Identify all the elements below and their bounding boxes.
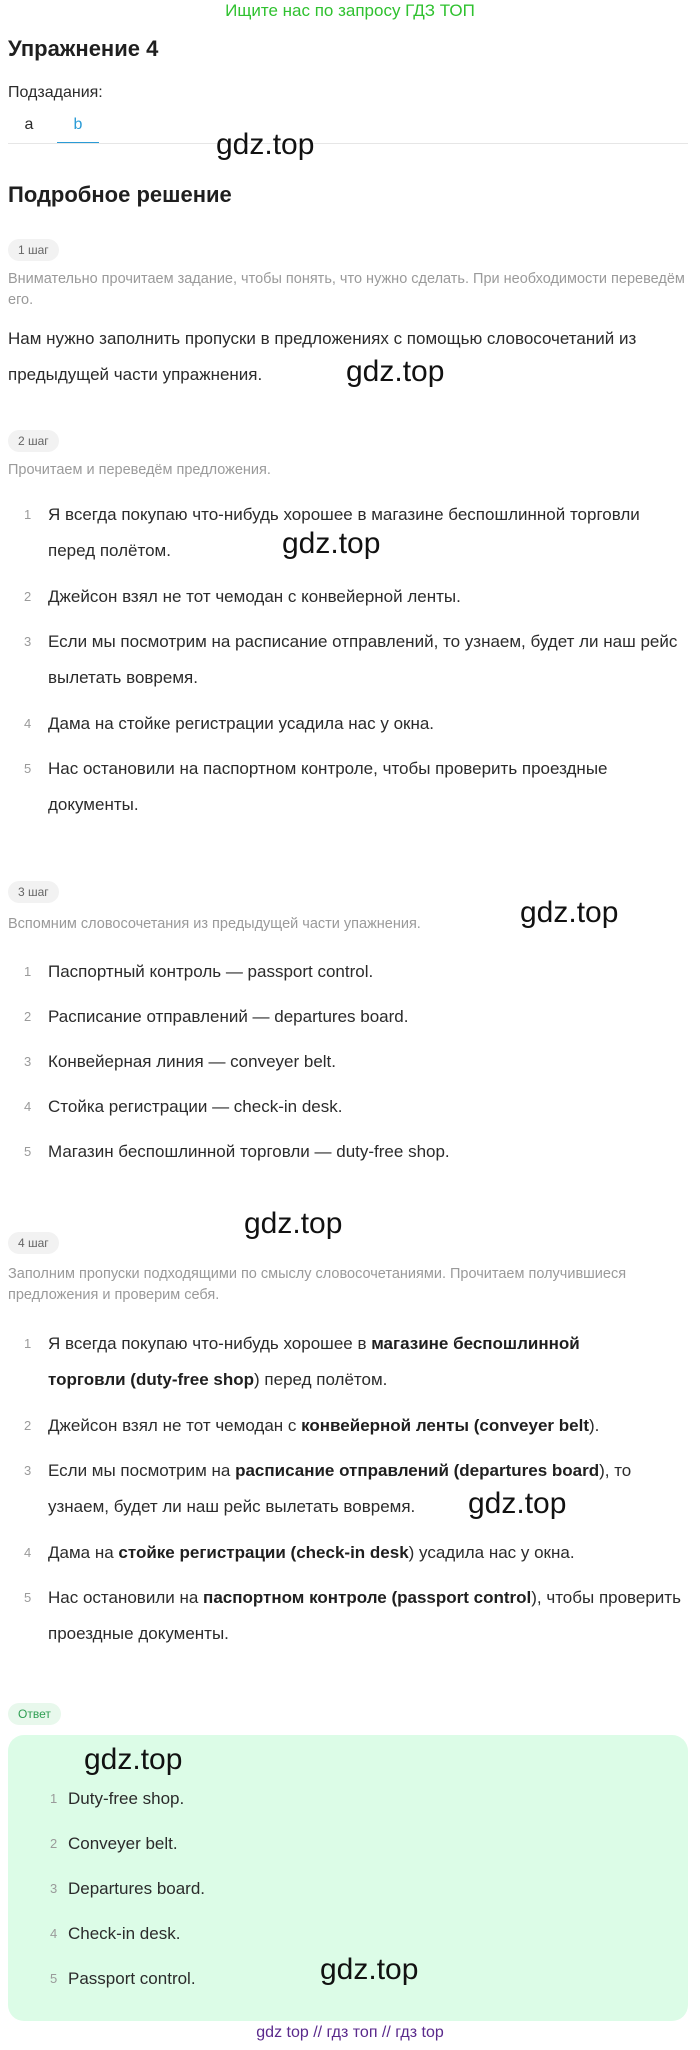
list-item-text: Дама на стойке регистрации (check-in desk) усадила нас у окна. — [48, 1543, 575, 1562]
list-item-text: Если мы посмотрим на расписание отправлений (departures board), то узнаем, будет ли наш рейс вылетать вовремя. — [48, 1461, 632, 1516]
list-item-text: Я всегда покупаю что-нибудь хорошее в магазине беспошлинной торговли (duty-free shop) перед полётом. — [48, 1334, 580, 1389]
watermark: gdz.top — [520, 896, 619, 929]
tab-b[interactable]: b — [57, 116, 99, 144]
watermark: gdz.top — [346, 355, 445, 388]
list-item-text: Паспортный контроль — passport control. — [48, 962, 374, 981]
list-item — [8, 751, 688, 823]
list-number: 1 — [24, 507, 32, 522]
subtasks-label: Подзадания: — [8, 84, 103, 101]
answer-item-text: Departures board. — [68, 1879, 206, 1898]
list-number: 2 — [24, 589, 32, 604]
answer-item-text: Passport control. — [68, 1969, 196, 1988]
watermark: gdz.top — [320, 1953, 419, 1986]
answer-item-text: Conveyer belt. — [68, 1834, 178, 1853]
list-number: 1 — [24, 964, 32, 979]
answer-item-text: Check-in desk. — [68, 1924, 181, 1943]
answer-item-text: Duty-free shop. — [68, 1789, 185, 1808]
watermark: gdz.top — [84, 1743, 183, 1776]
step-badge: 4 шаг — [8, 1232, 59, 1254]
list-item-text: Расписание отправлений — departures board. — [48, 1007, 409, 1026]
list-item — [8, 624, 688, 696]
search-banner: Ищите нас по запросу ГДЗ ТОП — [225, 1, 475, 20]
list-number: 5 — [24, 761, 32, 776]
list-number: 2 — [24, 1418, 32, 1433]
step-text: Нам нужно заполнить пропуски в предложениях с помощью словосочетаний из предыдущей части упражнения. — [8, 329, 637, 384]
list-number: 2 — [24, 1009, 32, 1024]
step-badge: 2 шаг — [8, 430, 59, 452]
list-number: 1 — [50, 1791, 58, 1806]
list-number: 1 — [24, 1336, 32, 1351]
list-item-text: Нас остановили на паспортном контроле, чтобы проверить проездные документы. — [48, 759, 608, 814]
list-item-text: Нас остановили на паспортном контроле (passport control), чтобы проверить проездные документы. — [48, 1588, 681, 1643]
list-number: 3 — [24, 1463, 32, 1478]
list-item — [8, 1089, 688, 1125]
list-item — [8, 706, 688, 742]
answer-item — [30, 1961, 196, 1997]
tabs-divider — [8, 143, 688, 144]
answer-box — [8, 1735, 688, 2021]
step-note: Заполним пропуски подходящими по смыслу словосочетаниями. Прочитаем получившиеся предложения и проверим себя. — [8, 1266, 627, 1303]
watermark: gdz.top — [468, 1487, 567, 1520]
answer-item — [30, 1871, 205, 1907]
list-number: 3 — [24, 634, 32, 649]
list-item-text: Конвейерная линия — conveyer belt. — [48, 1052, 337, 1071]
step-note: Прочитаем и переведём предложения. — [8, 462, 271, 478]
list-number: 4 — [24, 1099, 32, 1114]
list-item — [8, 999, 688, 1035]
list-number: 4 — [50, 1926, 58, 1941]
watermark: gdz.top — [282, 527, 381, 560]
watermark: gdz.top — [244, 1207, 343, 1240]
step-badge: 1 шаг — [8, 239, 59, 261]
answer-item — [30, 1826, 178, 1862]
list-number: 3 — [50, 1881, 58, 1896]
watermark: gdz.top — [216, 128, 315, 161]
page-title: Упражнение 4 — [8, 36, 159, 61]
list-item — [8, 1408, 688, 1444]
list-item-text: Джейсон взял не тот чемодан с конвейерной ленты (conveyer belt). — [48, 1416, 600, 1435]
list-item — [8, 1535, 688, 1571]
list-item-text: Стойка регистрации — check-in desk. — [48, 1097, 343, 1116]
list-item — [8, 1044, 688, 1080]
list-item — [8, 1326, 688, 1398]
list-number: 5 — [50, 1971, 58, 1986]
list-item-text: Я всегда покупаю что-нибудь хорошее в магазине беспошлинной торговли перед полётом. — [48, 505, 640, 560]
list-number: 4 — [24, 716, 32, 731]
list-item-text: Магазин беспошлинной торговли — duty-free shop. — [48, 1142, 450, 1161]
list-item-text: Если мы посмотрим на расписание отправлений, то узнаем, будет ли наш рейс вылетать вовремя. — [48, 632, 678, 687]
answer-item — [30, 1781, 184, 1817]
list-number: 4 — [24, 1545, 32, 1560]
list-item — [8, 579, 688, 615]
list-number: 5 — [24, 1144, 32, 1159]
list-number: 3 — [24, 1054, 32, 1069]
answer-badge: Ответ — [8, 1703, 61, 1725]
list-item — [8, 1453, 688, 1525]
solution-title: Подробное решение — [8, 182, 232, 207]
list-number: 5 — [24, 1590, 32, 1605]
step-note: Вспомним словосочетания из предыдущей части упажнения. — [8, 916, 421, 932]
answer-item — [30, 1916, 180, 1952]
step-note: Внимательно прочитаем задание, чтобы понять, что нужно сделать. При необходимости переведём его. — [8, 271, 685, 308]
tab-a[interactable]: a — [24, 116, 34, 133]
list-item-text: Дама на стойке регистрации усадила нас у окна. — [48, 714, 435, 733]
list-number: 2 — [50, 1836, 58, 1851]
footer-links[interactable]: gdz top // гдз топ // гдз top — [256, 2024, 444, 2041]
list-item — [8, 1580, 688, 1652]
list-item — [8, 954, 688, 990]
step-badge: 3 шаг — [8, 881, 59, 903]
list-item-text: Джейсон взял не тот чемодан с конвейерной ленты. — [48, 587, 461, 606]
list-item — [8, 1134, 688, 1170]
